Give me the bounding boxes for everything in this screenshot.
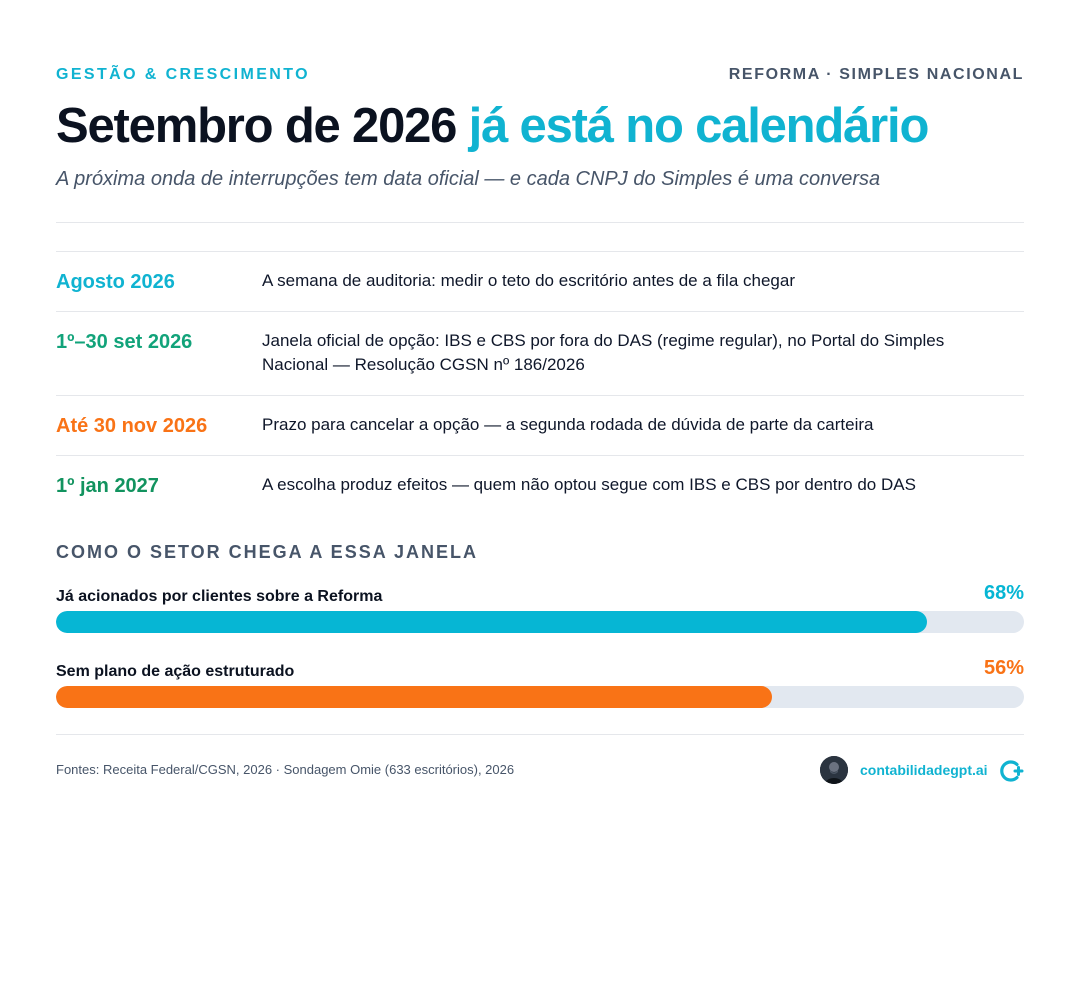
page-title xyxy=(56,98,928,154)
brand-logo-icon xyxy=(998,758,1024,784)
stats-section-title: COMO O SETOR CHEGA A ESSA JANELA xyxy=(56,542,479,562)
timeline-description: A semana de auditoria: medir o teto do escritório antes de a fila chegar xyxy=(262,271,795,290)
progress-track xyxy=(56,686,1024,708)
timeline-date: Até 30 nov 2026 xyxy=(56,415,208,437)
timeline-description: Prazo para cancelar a opção — a segunda rodada de dúvida de parte da carteira xyxy=(262,415,874,434)
timeline-row xyxy=(56,395,1024,455)
footer xyxy=(56,756,1024,784)
footer-divider xyxy=(56,734,1024,735)
stat-label: Sem plano de ação estruturado xyxy=(56,663,295,680)
timeline-row xyxy=(56,311,1024,395)
progress-track xyxy=(56,611,1024,633)
timeline-row xyxy=(56,251,1024,311)
category-kicker: GESTÃO & CRESCIMENTO xyxy=(56,66,310,83)
avatar-icon xyxy=(820,756,848,784)
timeline-date: 1º jan 2027 xyxy=(56,475,159,497)
stat-bar xyxy=(56,582,1024,652)
progress-fill xyxy=(56,611,927,633)
stat-percent: 68% xyxy=(983,582,1024,604)
timeline-description: Janela oficial de opção: IBS e CBS por fora do DAS (regime regular), no Portal do Simples Nacional — Resolução CGSN nº 186/2026 xyxy=(262,331,945,374)
author-avatar xyxy=(820,756,848,784)
timeline xyxy=(56,251,1024,515)
timeline-date: 1º–30 set 2026 xyxy=(56,331,193,353)
timeline-description: A escolha produz efeitos — quem não optou segue com IBS e CBS por dentro do DAS xyxy=(262,475,916,494)
page-subtitle: A próxima onda de interrupções tem data oficial — e cada CNPJ do Simples é uma conversa xyxy=(56,168,881,190)
progress-fill xyxy=(56,686,772,708)
site-link[interactable]: contabilidadegpt.ai xyxy=(860,762,988,778)
header-top-row xyxy=(56,66,1024,86)
title-accent-part: já está no calendário xyxy=(468,99,929,153)
timeline-row xyxy=(56,455,1024,515)
sources-note: Fontes: Receita Federal/CGSN, 2026 · Sondagem Omie (633 escritórios), 2026 xyxy=(56,762,515,777)
stat-percent: 56% xyxy=(983,657,1024,679)
brand-block xyxy=(820,756,1024,784)
stat-bar xyxy=(56,657,1024,727)
title-dark-part: Setembro de 2026 xyxy=(56,99,457,153)
stat-label: Já acionados por clientes sobre a Reforma xyxy=(56,588,383,605)
timeline-date: Agosto 2026 xyxy=(56,271,175,293)
topic-tag: REFORMA · SIMPLES NACIONAL xyxy=(728,66,1024,83)
header-divider xyxy=(56,222,1024,223)
